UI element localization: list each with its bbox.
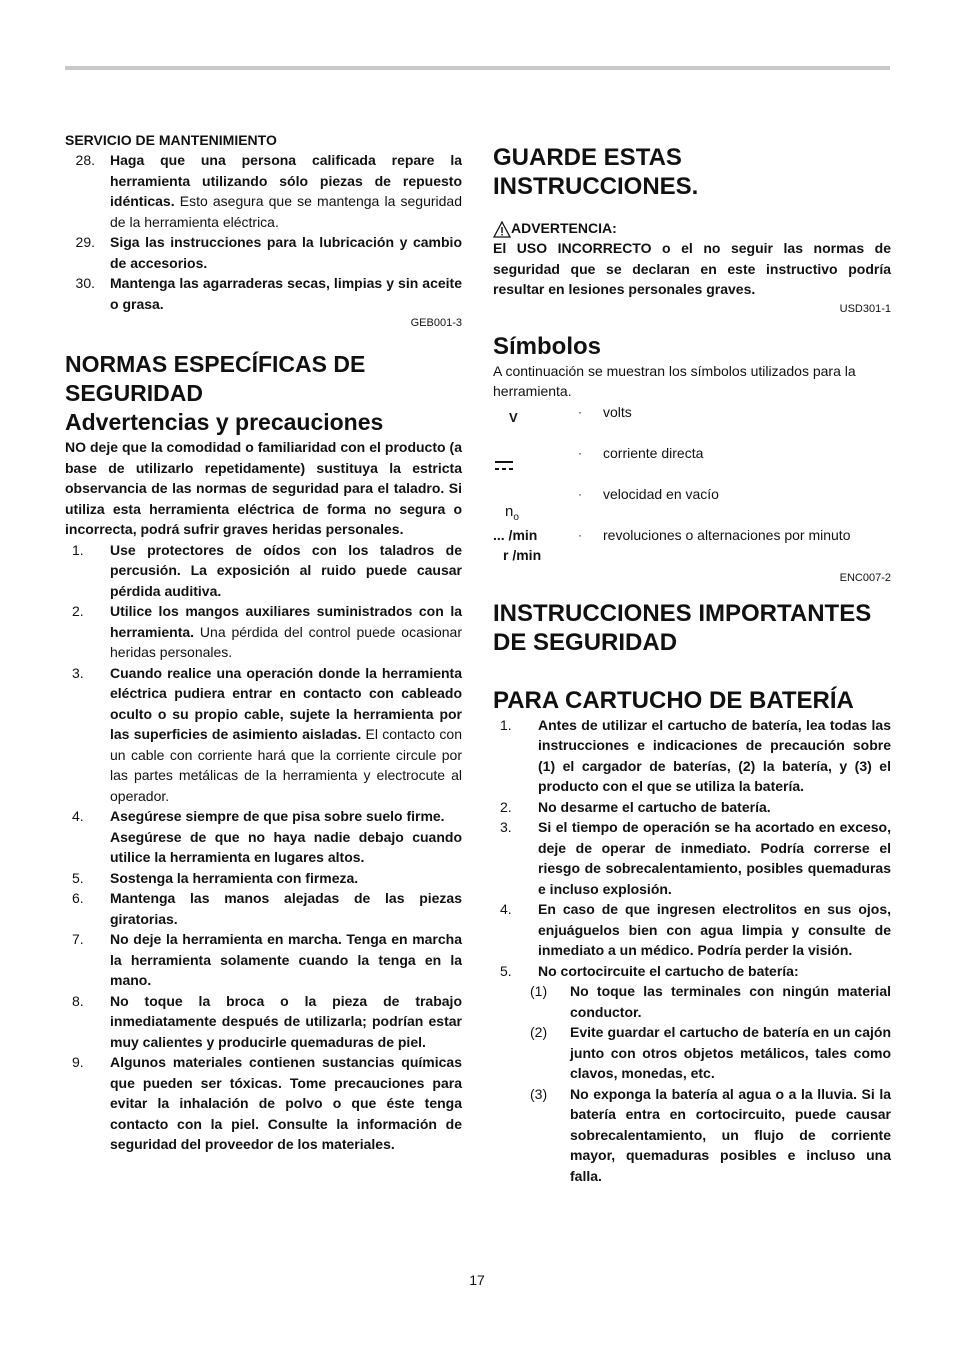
list-item [493,1084,891,1187]
left-column [65,130,462,1155]
item-number: 2. [500,798,512,815]
direct-current-icon [493,457,515,477]
code-enc007: ENC007-2 [839,571,891,584]
item-text [110,929,462,991]
important-heading: INSTRUCCIONES IMPORTANTES DE SEGURIDAD [493,599,872,656]
warning-label: ADVERTENCIA: [511,220,617,236]
item-text [110,540,462,602]
item-bold-text: Utilice los mangos auxiliares suministrados con la herramienta. [110,603,462,640]
specific-rules-heading: NORMAS ESPECÍFICAS DE SEGURIDAD [65,351,366,406]
item-text [110,991,462,1053]
symbol-glyph: ... /min r /min [493,526,542,563]
list-item [493,715,891,797]
symbol-glyph [493,443,578,484]
item-bold-text: Asegúrese de que no haya nadie debajo cuando utilice la herramienta en lugares altos. [110,828,462,865]
item-bold-text: Use protectores de oídos con los taladros de percusión. La exposición al ruido puede causar pérdida auditiva. [110,541,462,599]
symbols-intro: A continuación se muestran los símbolos utilizados para la herramienta. [493,362,856,399]
list-item [65,540,462,602]
item-bold-text: Siga las instrucciones para la lubricación y cambio de accesorios. [110,234,462,271]
list-item [65,273,462,314]
list-item [65,868,462,889]
item-text [538,899,891,961]
item-number: (3) [530,1085,548,1102]
item-number: 29. [75,234,95,250]
battery-heading: PARA CARTUCHO DE BATERÍA [493,686,854,714]
symbol-glyph: V [509,409,518,425]
list-item [65,663,462,807]
list-item [493,1022,891,1084]
list-item [493,817,891,899]
item-bold-text: Mantenga las agarraderas secas, limpias y sin aceite o grasa. [110,275,462,312]
maintenance-list [65,150,462,314]
symbol-description: corriente directa [603,444,704,461]
item-text [110,868,462,889]
item-bold-text: Antes de utilizar el cartucho de batería, lea todas las instrucciones e indicaciones de precaución sobre (1) el cargador de baterías, (2) la batería, y (3) el producto con el que se utiliza la batería. [538,716,891,794]
list-item [65,150,462,232]
item-text [570,981,891,1022]
symbol-description: velocidad en vacío [603,485,719,502]
symbol-separator: · [578,445,582,460]
item-number: (1) [530,983,548,999]
item-text [110,827,462,868]
symbols-list [493,402,891,569]
item-text [110,273,462,314]
item-number: 1. [72,541,84,558]
symbol-row [493,484,891,525]
list-item [65,991,462,1053]
item-text [110,150,462,232]
keep-instructions-heading: GUARDE ESTAS INSTRUCCIONES. [493,144,699,200]
list-item [493,961,891,982]
item-bold-text: No toque las terminales con ningún material conductor. [570,983,891,1020]
symbol-description: revoluciones o alternaciones por minuto [603,526,851,543]
item-number: 6. [72,890,84,906]
list-item [65,929,462,991]
item-bold-text: No desarme el cartucho de batería. [538,798,771,815]
item-bold-text: Sostenga la herramienta con firmeza. [110,869,359,886]
list-item [65,806,462,827]
item-bold-text: Si el tiempo de operación se ha acortado en exceso, deje de operar de inmediato. Podría correrse el riesgo de sobrecalentamiento, posibles quemaduras e incluso explosión. [538,819,891,897]
right-column [493,143,891,1186]
item-number: 1. [500,716,512,733]
header-rule [65,66,890,70]
list-item [65,888,462,929]
item-bold-text: Algunos materiales contienen sustancias químicas que pueden ser tóxicas. Tome precauciones para evitar la inhalación de polvo o que éste tenga contacto con la piel. Consulte la información de seguridad del proveedor de los materiales. [110,1054,462,1152]
item-regular-text: Una pérdida del control puede ocasionar heridas personales. [110,623,462,660]
item-regular-text: Esto asegura que se mantenga la seguridad de la herramienta eléctrica. [110,193,462,230]
symbol-description: volts [603,403,632,420]
symbol-row [493,443,891,484]
item-number: 4. [500,901,512,917]
item-text [538,817,891,899]
maintenance-label: SERVICIO DE MANTENIMIENTO [65,132,277,148]
item-regular-text: El contacto con un cable con corriente hará que la corriente circule por las partes metálicas de la herramienta y electrocute al operador. [110,726,462,804]
item-text [110,601,462,663]
list-item [493,797,891,818]
item-text [538,715,891,797]
code-geb001: GEB001-3 [410,317,462,329]
list-item [65,601,462,663]
item-bold-text: Cuando realice una operación donde la herramienta eléctrica pudiera entrar en contacto con cableado oculto o su propio cable, sujete la herramienta por las superficies de asimiento aisladas. [110,664,462,742]
warnings-heading: Advertencias y precauciones [65,409,384,435]
item-text [110,232,462,273]
item-text [110,1052,462,1155]
item-number [65,827,110,868]
symbol-separator: · [578,527,582,542]
item-text [570,1084,891,1187]
item-text [110,888,462,929]
list-item [493,899,891,961]
item-bold-text: Haga que una persona calificada repare la herramienta utilizando sólo piezas de repuesto idénticas. [110,152,462,209]
item-number: 28. [75,152,95,168]
item-bold-text: En caso de que ingresen electrolitos en sus ojos, enjuáguelos bien con agua limpia y consulte de inmediato a un médico. Podría perder la visión. [538,901,891,958]
item-number: 30. [75,275,95,291]
item-bold-text: No deje la herramienta en marcha. Tenga en marcha la herramienta solamente cuando la tenga en la mano. [110,931,462,988]
item-bold-text: Evite guardar el cartucho de batería en un cajón junto con otros objetos metálicos, tales como clavos, monedas, etc. [570,1024,891,1081]
symbol-row [493,525,891,569]
list-item [65,1052,462,1155]
symbol-glyph: $n_o$ [505,502,519,523]
page-number: 17 [469,1272,485,1288]
symbol-separator: · [578,404,582,419]
item-number: 8. [72,992,84,1009]
item-number: 3. [500,819,512,835]
item-number: 9. [72,1054,84,1070]
safety-list [65,540,462,1155]
item-number: 5. [500,962,512,979]
warning-icon [493,221,511,238]
item-text [110,663,462,807]
list-item [493,981,891,1022]
item-bold-text: No toque la broca o la pieza de trabajo inmediatamente después de utilizarla; podrían estar muy calientes y producirle quemaduras de piel. [110,992,462,1050]
warning-label-row [493,218,891,238]
item-text [110,806,462,827]
item-number: (2) [530,1024,548,1040]
item-number: 3. [72,664,84,681]
item-text [538,961,891,982]
item-number: 4. [72,808,84,824]
item-bold-text: No cortocircuite el cartucho de batería: [538,962,799,979]
list-item [65,232,462,273]
intro-paragraph: NO deje que la comodidad o familiaridad con el producto (a base de utilizarlo repetidamente) sustituya la estricta observancia de las normas de seguridad para el taladro. Si utiliza esta herramienta eléctrica de forma no segura o incorrecta, podrá sufrir graves heridas personales. [65,439,462,537]
item-bold-text: Mantenga las manos alejadas de las piezas giratorias. [110,890,462,927]
battery-sublist [493,981,891,1186]
item-text [538,797,891,818]
warning-text: El USO INCORRECTO o el no seguir las normas de seguridad que se declaran en este instructivo podría resultar en lesiones personales graves. [493,240,891,297]
battery-list [493,715,891,982]
item-number: 5. [72,869,84,886]
symbol-row [493,402,891,443]
item-number: 7. [72,931,84,947]
symbol-separator: · [578,486,582,501]
code-usd301: USD301-1 [839,302,891,315]
item-text [570,1022,891,1084]
symbols-heading: Símbolos [493,332,602,360]
item-number: 2. [72,603,84,619]
list-item [65,827,462,868]
item-bold-text: No exponga la batería al agua o a la lluvia. Si la batería entra en cortocircuito, puede causar sobrecalentamiento, un flujo de corriente mayor, quemaduras posibles e incluso una falla. [570,1085,891,1184]
item-bold-text: Asegúrese siempre de que pisa sobre suelo firme. [110,808,445,824]
